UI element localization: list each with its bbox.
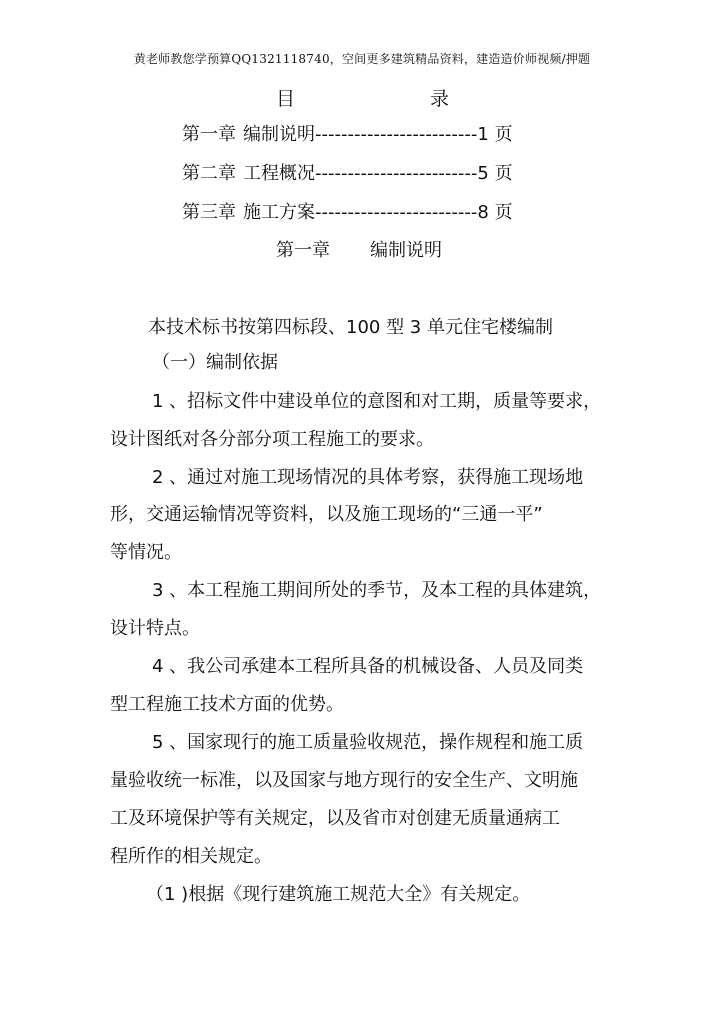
body-line: 量验收统一标准，以及国家与地方现行的安全生产、文明施	[110, 770, 578, 791]
toc-title	[0, 84, 724, 110]
body-line: 2 、通过对施工现场情况的具体考察，获得施工现场地	[152, 467, 584, 488]
toc-entry-chapter: 第三章	[182, 202, 236, 223]
body-line: （1 )根据《现行建筑施工规范大全》有关规定。	[146, 884, 531, 905]
body-line: 1 、招标文件中建设单位的意图和对工期，质量等要求，	[152, 391, 602, 412]
toc-title-left: 目	[276, 88, 296, 110]
toc-entry-1[interactable]	[182, 120, 513, 146]
chapter-heading	[0, 236, 724, 262]
toc-entry-title: 工程概况	[243, 163, 315, 184]
toc-entry-leader: -------------------------	[315, 202, 478, 223]
toc-entry-2[interactable]	[182, 159, 513, 185]
body-line: 程所作的相关规定。	[110, 846, 272, 867]
chapter-number: 第一章	[276, 240, 330, 261]
toc-entry-chapter: 第一章	[182, 124, 236, 145]
body-line: 型工程施工技术方面的优势。	[110, 694, 344, 715]
header-note: 黄老师教您学预算QQ1321118740，空间更多建筑精品资料，建造造价师视频/押题	[133, 52, 591, 66]
body-line: 5 、国家现行的施工质量验收规范，操作规程和施工质	[152, 732, 584, 753]
toc-entry-title: 施工方案	[243, 202, 315, 223]
toc-entry-page: 5 页	[477, 163, 513, 184]
chapter-title: 编制说明	[370, 240, 442, 261]
body-line: 形，交通运输情况等资料，以及施工现场的“三通一平”	[110, 504, 543, 525]
toc-entry-chapter: 第二章	[182, 163, 236, 184]
body-line: 设计图纸对各分部分项工程施工的要求。	[110, 429, 434, 450]
body-line: 等情况。	[110, 542, 182, 563]
toc-entry-page: 1 页	[477, 124, 513, 145]
section-title: （一）编制依据	[152, 352, 278, 373]
body-line: 工及环境保护等有关规定，以及省市对创建无质量通病工	[110, 808, 560, 829]
body-line: 4 、我公司承建本工程所具备的机械设备、人员及同类	[152, 656, 584, 677]
toc-title-right: 录	[430, 88, 450, 110]
toc-entry-3[interactable]	[182, 198, 513, 224]
intro-paragraph: 本技术标书按第四标段、100 型 3 单元住宅楼编制	[148, 317, 553, 338]
toc-entry-page: 8 页	[477, 202, 513, 223]
body-line: 设计特点。	[110, 618, 200, 639]
body-line: 3 、本工程施工期间所处的季节，及本工程的具体建筑，	[152, 580, 602, 601]
toc-entry-leader: -------------------------	[315, 163, 478, 184]
toc-entry-leader: -------------------------	[315, 124, 478, 145]
toc-entry-title: 编制说明	[243, 124, 315, 145]
